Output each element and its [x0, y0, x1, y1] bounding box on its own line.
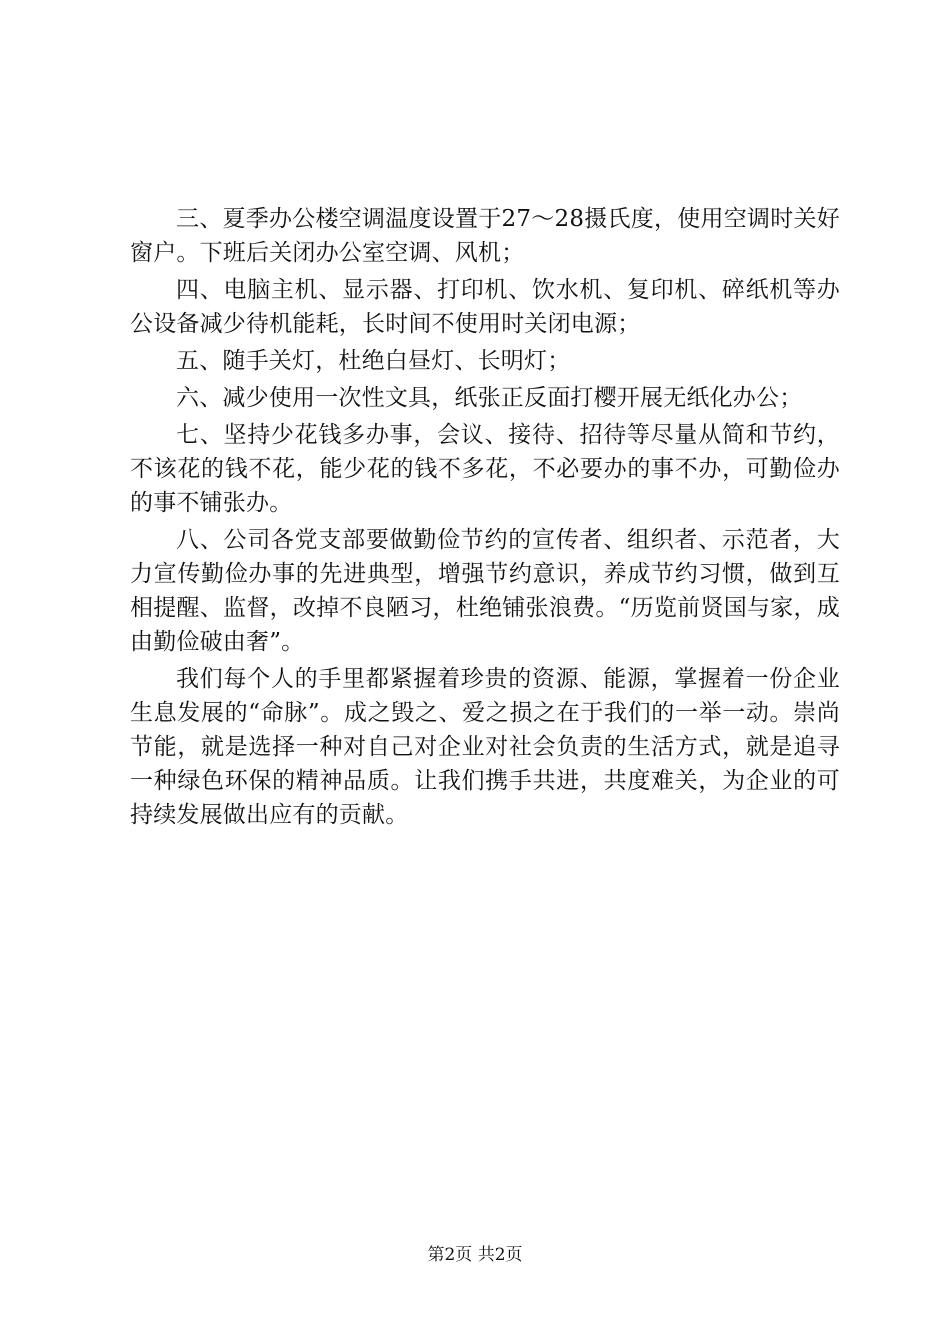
paragraph-item-3: 三、夏季办公楼空调温度设置于27～28摄氏度，使用空调时关好窗户。下班后关闭办公室空调、风机； [130, 206, 840, 266]
closing-paragraph: 我们每个人的手里都紧握着珍贵的资源、能源，掌握着一份企业生息发展的“命脉”。成之毁之、爱之损之在于我们的一举一动。崇尚节能，就是选择一种对自己对企业对社会负责的生活方式，就是追寻一种绿色环保的精神品质。让我们携手共进，共度难关，为企业的可持续发展做出应有的贡献。 [130, 666, 840, 828]
page-footer: 第2页 共2页 [427, 1245, 523, 1265]
paragraph-item-5: 五、随手关灯，杜绝白昼灯、长明灯； [176, 348, 571, 374]
paragraph-item-4: 四、电脑主机、显示器、打印机、饮水机、复印机、碎纸机等办公设备减少待机能耗，长时间不使用时关闭电源； [130, 277, 840, 337]
document-body [130, 202, 840, 835]
paragraph-item-7: 七、坚持少花钱多办事，会议、接待、招待等尽量从简和节约，不该花的钱不花，能少花的钱不多花，不必要办的事不办，可勤俭办的事不铺张办。 [130, 422, 840, 516]
paragraph-item-8: 八、公司各党支部要做勤俭节约的宣传者、组织者、示范者，大力宣传勤俭办事的先进典型，增强节约意识，养成节约习惯，做到互相提醒、监督，改掉不良陋习，杜绝铺张浪费。“历览前贤国与家，成由勤俭破由奢”。 [130, 527, 840, 655]
paragraph-item-6: 六、减少使用一次性文具，纸张正反面打樱开展无纸化办公； [176, 385, 803, 411]
